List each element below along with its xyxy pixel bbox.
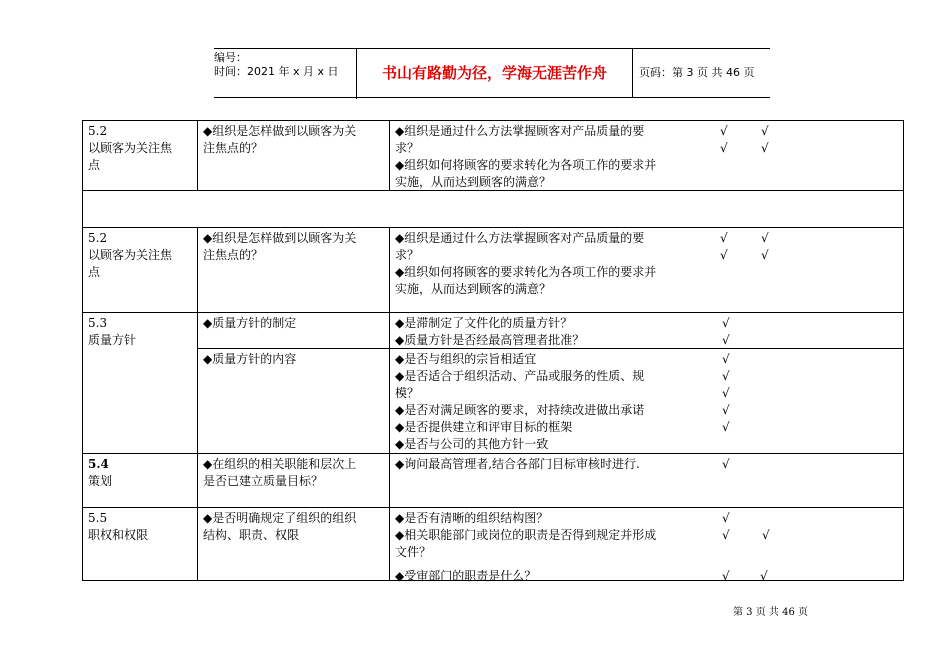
clause-number: 5.2 xyxy=(88,231,108,245)
audit-method: ◆组织如何将顾客的要求转化为各项工作的要求并 xyxy=(395,158,657,172)
row-border xyxy=(82,120,904,121)
table-left-border xyxy=(82,120,83,581)
audit-method: ◆是滞制定了文件化的质量方针？ xyxy=(395,316,573,330)
clause-title: 以顾客为关注焦 xyxy=(88,141,173,155)
clause-number: 5.4 xyxy=(88,457,109,471)
check-mark: √ xyxy=(720,248,728,262)
check-mark: √ xyxy=(722,369,730,383)
check-mark: √ xyxy=(761,248,769,262)
audit-method: 文件？ xyxy=(395,545,432,559)
clause-title: 质量方针 xyxy=(88,333,137,347)
audit-method: 求？ xyxy=(395,248,420,262)
check-mark: √ xyxy=(722,316,730,330)
check-mark: √ xyxy=(720,124,728,138)
check-mark: √ xyxy=(722,569,730,583)
col-border xyxy=(197,120,198,191)
check-item: 注焦点的？ xyxy=(203,141,264,155)
page-footer: 第 3 页 共 46 页 xyxy=(733,607,808,618)
check-item: ◆组织是怎样做到以顾客为关 xyxy=(203,231,357,245)
check-item: ◆质量方针的内容 xyxy=(203,352,297,366)
audit-method: ◆是否有清晰的组织结构图？ xyxy=(395,511,549,525)
check-mark: √ xyxy=(761,231,769,245)
clause-title: 点 xyxy=(88,265,101,279)
check-mark: √ xyxy=(722,403,730,417)
row-border xyxy=(82,227,904,228)
table-right-border xyxy=(903,120,904,581)
check-mark: √ xyxy=(720,141,728,155)
audit-method: 实施，从而达到顾客的满意？ xyxy=(395,282,552,296)
col-border xyxy=(389,120,390,191)
doc-time-label: 时间：2021 年 x 月 x 日 xyxy=(214,65,339,78)
clause-title: 以顾客为关注焦 xyxy=(88,248,173,262)
audit-method: 模？ xyxy=(395,386,420,400)
audit-method: ◆是否对满足顾客的要求，对持续改进做出承诺 xyxy=(395,403,645,417)
header-meta xyxy=(214,49,357,99)
audit-method: ◆是否提供建立和评审目标的框架 xyxy=(395,420,573,434)
page-header xyxy=(214,48,770,98)
check-mark: √ xyxy=(762,528,770,542)
check-mark: √ xyxy=(761,124,769,138)
clause-number: 5.3 xyxy=(88,316,108,330)
check-item: ◆组织是怎样做到以顾客为关 xyxy=(203,124,357,138)
audit-method: ◆相关职能部门或岗位的职责是否得到规定并形成 xyxy=(395,528,657,542)
clause-title: 点 xyxy=(88,158,101,172)
check-mark: √ xyxy=(722,386,730,400)
audit-method: ◆受审部门的职责是什么？ xyxy=(395,569,537,583)
check-mark: √ xyxy=(720,231,728,245)
check-mark: √ xyxy=(722,352,730,366)
audit-method: ◆组织是通过什么方法掌握顾客对产品质量的要 xyxy=(395,231,645,245)
col-border xyxy=(197,227,198,581)
header-page-label: 页码：第 3 页 共 46 页 xyxy=(639,66,755,79)
clause-title: 策划 xyxy=(88,474,113,488)
check-mark: √ xyxy=(722,528,730,542)
audit-method: ◆组织如何将顾客的要求转化为各项工作的要求并 xyxy=(395,265,657,279)
row-border xyxy=(82,453,904,454)
header-motto: 书山有路勤为径，学海无涯苦作舟 xyxy=(357,49,633,97)
audit-method: ◆是否适合于组织活动、产品或服务的性质、规 xyxy=(395,369,645,383)
check-item: 注焦点的？ xyxy=(203,248,264,262)
check-item: ◆在组织的相关职能和层次上 xyxy=(203,457,357,471)
audit-method: ◆组织是通过什么方法掌握顾客对产品质量的要 xyxy=(395,124,645,138)
check-mark: √ xyxy=(722,511,730,525)
col-border xyxy=(389,227,390,581)
row-border xyxy=(82,507,904,508)
doc-number-label: 编号： xyxy=(214,51,247,64)
row-border xyxy=(82,312,904,313)
clause-number: 5.5 xyxy=(88,511,108,525)
audit-method: ◆是否与组织的宗旨相适宜 xyxy=(395,352,537,366)
audit-method: ◆是否与公司的其他方针一致 xyxy=(395,437,549,451)
clause-number: 5.2 xyxy=(88,124,108,138)
check-mark: √ xyxy=(760,569,768,583)
check-mark: √ xyxy=(722,457,730,471)
audit-method: 实施，从而达到顾客的满意？ xyxy=(395,175,552,189)
check-mark: √ xyxy=(722,333,730,347)
audit-method: 求？ xyxy=(395,141,420,155)
audit-method: ◆质量方针是否经最高管理者批准？ xyxy=(395,333,585,347)
check-item: 是否已建立质量目标？ xyxy=(203,474,324,488)
audit-method: ◆询问最高管理者,结合各部门目标审核时进行. xyxy=(395,457,640,471)
check-item: 结构、职责、权限 xyxy=(203,528,300,542)
check-mark: √ xyxy=(722,420,730,434)
clause-title: 职权和权限 xyxy=(88,528,149,542)
check-item: ◆质量方针的制定 xyxy=(203,316,297,330)
check-item: ◆是否明确规定了组织的组织 xyxy=(203,511,357,525)
check-mark: √ xyxy=(761,141,769,155)
